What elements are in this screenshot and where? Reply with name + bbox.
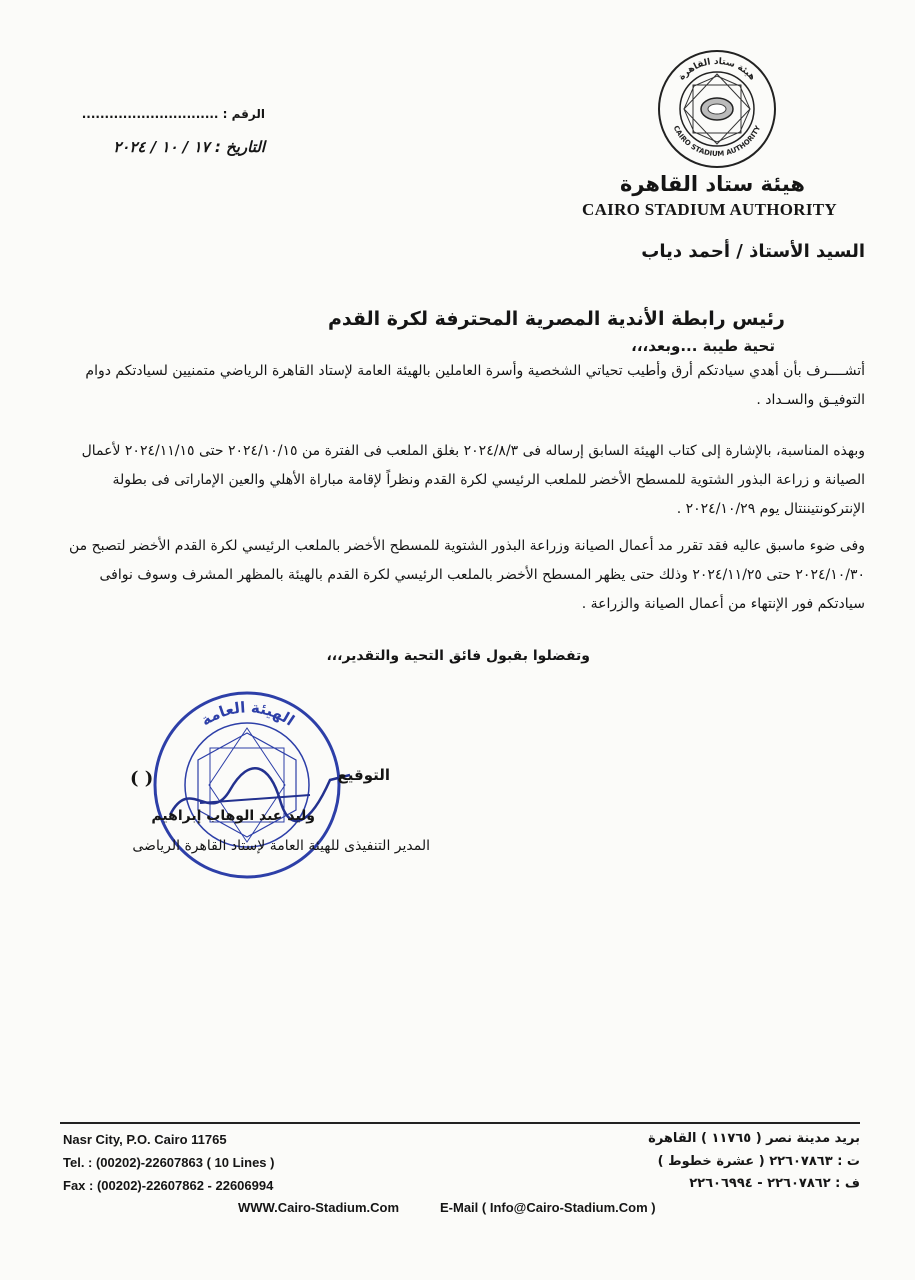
recipient-name: السيد الأستاذ / أحمد دياب xyxy=(641,241,865,262)
footer-telephone-arabic: ت : ٢٢٦٠٧٨٦٣ ( عشرة خطوط ) xyxy=(657,1154,860,1169)
reference-number: الرقم : .............................. xyxy=(81,107,265,121)
logo-ring-text-en: CAIRO STADIUM AUTHORITY xyxy=(671,124,763,159)
paragraph-intro: أتشــــرف بأن أهدي سيادتكم أرق وأطيب تحياتي الشخصية وأسرة العاملين بالهيئة العامة لإستاد القاهرة الرياضي متمنيين لسيادتكم دوام التوفيـق والسـداد . xyxy=(85,363,865,408)
footer-address-english: Nasr City, P.O. Cairo 11765 xyxy=(63,1132,227,1147)
footer-telephone-english: Tel. : (00202)-22607863 ( 10 Lines ) xyxy=(63,1155,275,1170)
signature-label: التوقيع xyxy=(337,766,390,784)
stamp-text: الهيئة العامة xyxy=(197,698,298,730)
authority-name-english: CAIRO STADIUM AUTHORITY xyxy=(582,200,838,219)
footer-address-arabic: بريد مدينة نصر ( ١١٧٦٥ ) القاهرة xyxy=(648,1131,860,1146)
signatory-title: المدير التنفيذى للهيئة العامة لإستاد القاهرة الرياضى xyxy=(132,838,430,854)
letter-date: التاريخ : ١٧ / ١٠ / ٢٠٢٤ xyxy=(113,138,265,156)
signature-brackets: ( ) xyxy=(130,768,154,789)
svg-text:هيئة ستاد القاهرة xyxy=(677,57,757,83)
signatory-name: وليد عبد الوهاب إبراهيم xyxy=(151,808,315,824)
footer-divider xyxy=(60,1122,860,1124)
greeting: تحية طيبة ...وبعد،،، xyxy=(631,337,775,355)
closing-line: وتفضلوا بقبول فائق التحية والتقدير،،، xyxy=(326,648,590,664)
footer-email: E-Mail ( Info@Cairo-Stadium.Com ) xyxy=(440,1200,656,1215)
footer-website: WWW.Cairo-Stadium.Com xyxy=(238,1200,400,1215)
footer-fax-english: Fax : (00202)-22607862 - 22606994 xyxy=(63,1178,274,1193)
paragraph-decision: وفى ضوء ماسبق عاليه فقد تقرر مد أعمال الصيانة وزراعة البذور الشتوية للمسطح الأخضر بالملعب الرئيسي لكرة القدم الأخضر لتصبح من ٢٠٢٤/١٠/٣٠ حتى ٢٠٢٤/١١/٢٥ وذلك حتى يظهر المسطح الأخضر بالملعب الرئيسي لكرة القدم بالهيئة بالمظهر المشرف وسوف نوافى سيادتكم فور الإنتهاء من أعمال الصيانة والزراعة . xyxy=(69,538,865,612)
authority-logo xyxy=(656,48,778,170)
footer-fax-arabic: ف : ٢٢٦٠٧٨٦٢ - ٢٢٦٠٦٩٩٤ xyxy=(689,1176,860,1191)
svg-text:الهيئة العامة xyxy=(197,698,297,729)
logo-ring-text: هيئة ستاد القاهرة xyxy=(676,56,757,83)
paragraph-reference: وبهذه المناسبة، بالإشارة إلى كتاب الهيئة السابق إرساله فى ٢٠٢٤/٨/٣ بغلق الملعب فى الفترة من ٢٠٢٤/١٠/١٥ حتى ٢٠٢٤/١١/١٥ لأعمال الصيانة و زراعة البذور الشتوية للمسطح الأخضر للملعب الرئيسي لكرة القدم ونظراً لإقامة مباراة الأهلي والعين الإماراتى فى بطولة الإنتركونتيننتال يوم ٢٠٢٤/١٠/٢٩ . xyxy=(81,443,865,517)
authority-name-arabic: هيئة ستاد القاهرة xyxy=(619,172,805,196)
recipient-title: رئيس رابطة الأندية المصرية المحترفة لكرة القدم xyxy=(327,308,785,330)
